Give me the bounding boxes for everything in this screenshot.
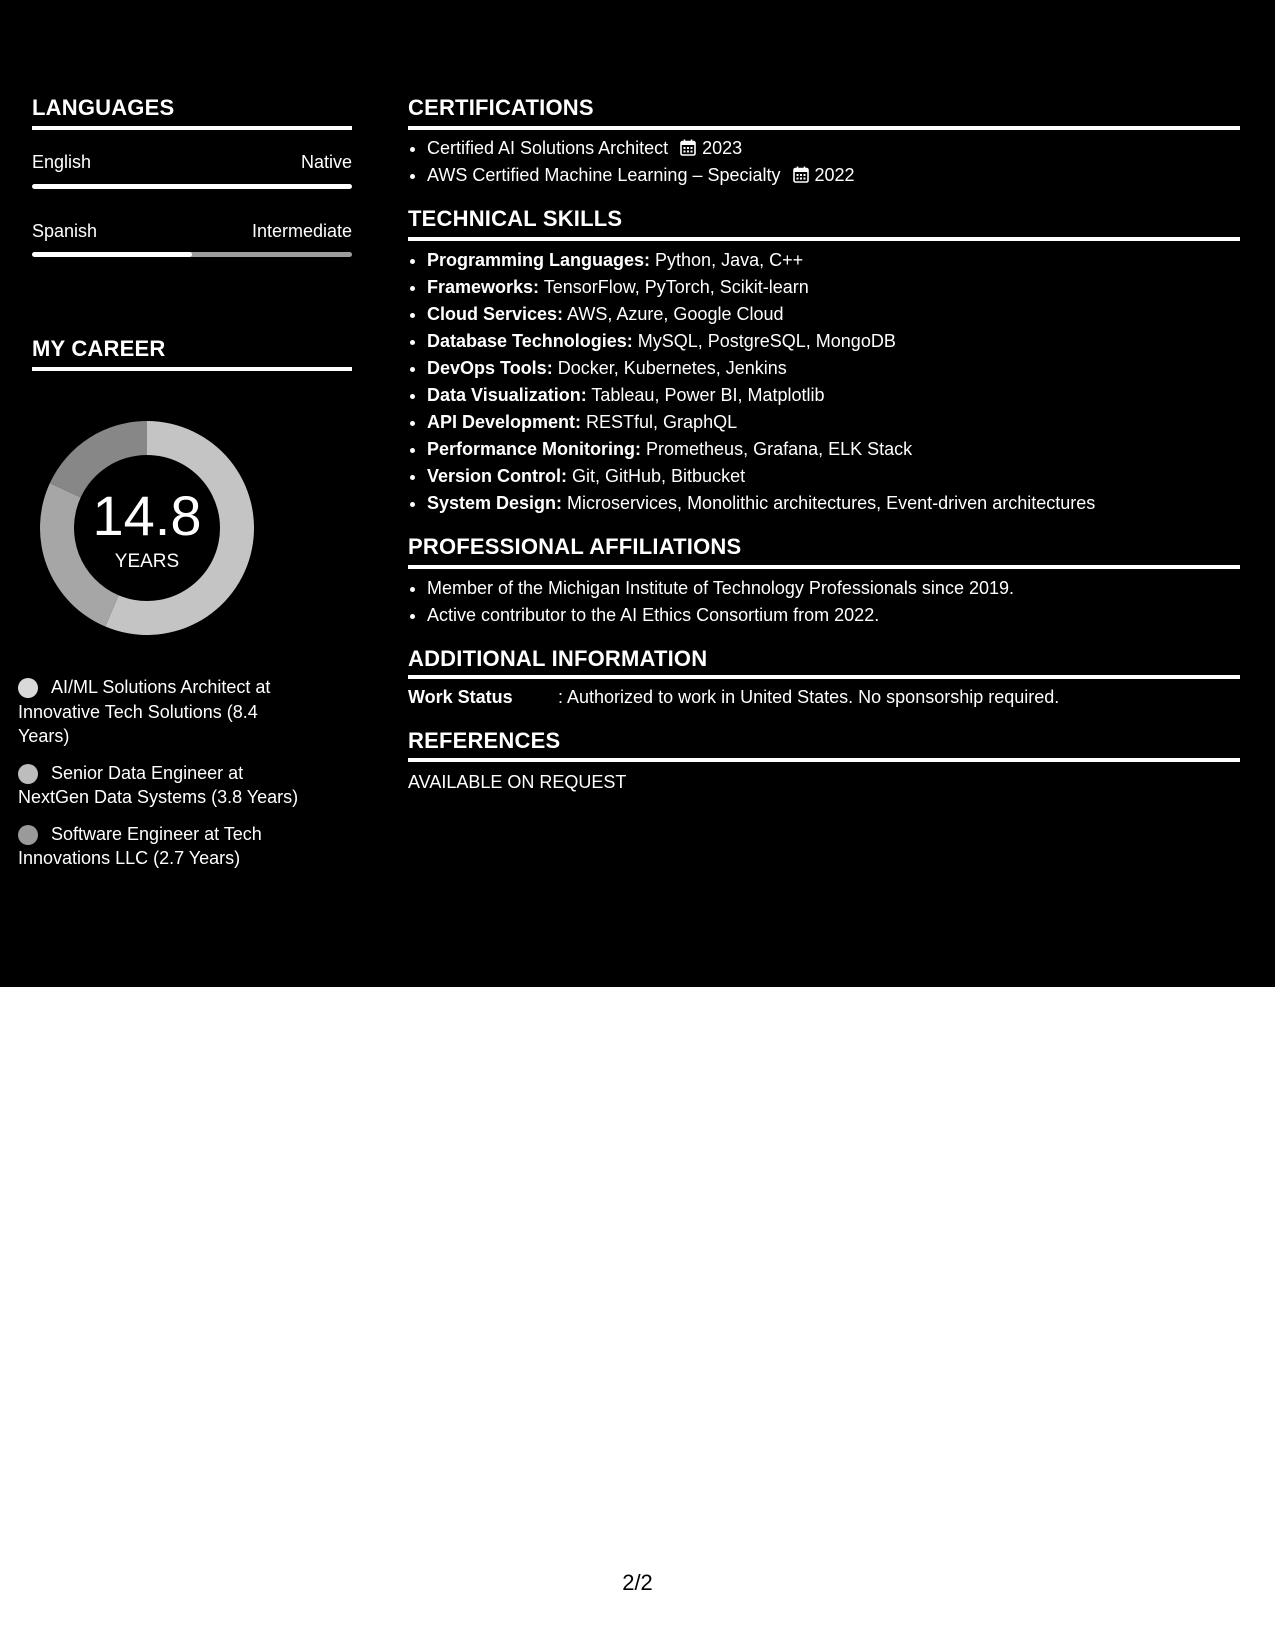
- skill-item: [427, 274, 1095, 301]
- certification-name: AWS Certified Machine Learning – Specialty: [427, 165, 781, 185]
- skill-value: Microservices, Monolithic architectures, Event-driven architectures: [562, 493, 1096, 513]
- skill-label: Programming Languages:: [427, 250, 651, 270]
- career-list: [18, 675, 308, 883]
- certification-item: [427, 135, 855, 162]
- references-text: AVAILABLE ON REQUEST: [408, 772, 627, 792]
- skill-label: Frameworks:: [427, 277, 540, 297]
- affiliations-rule: [408, 565, 1240, 569]
- skill-label: Version Control:: [427, 466, 568, 486]
- skill-item: [427, 436, 1095, 463]
- additional-info-heading: ADDITIONAL INFORMATION: [408, 646, 708, 671]
- technical-skills-list: [408, 247, 1095, 517]
- skill-item: [427, 463, 1095, 490]
- skill-label: Database Technologies:: [427, 331, 633, 351]
- career-donut-chart: [34, 415, 260, 641]
- skill-item: [427, 328, 1095, 355]
- certifications-list: [408, 135, 855, 189]
- calendar-icon: [793, 166, 809, 183]
- affiliation-item: • Active contributor to the AI Ethics Consortium from 2022.: [427, 602, 1014, 629]
- career-dot: [18, 678, 38, 698]
- skill-item: [427, 490, 1095, 517]
- career-item-text: AI/ML Solutions Architect at Innovative Tech Solutions (8.4 Years): [18, 677, 271, 746]
- certifications-heading: CERTIFICATIONS: [408, 95, 594, 120]
- references-rule: [408, 758, 1240, 762]
- additional-info-rule: [408, 675, 1240, 679]
- certification-name: Certified AI Solutions Architect: [427, 138, 669, 158]
- skill-item: [427, 301, 1095, 328]
- certification-item: [427, 162, 855, 189]
- skill-item: [427, 355, 1095, 382]
- references-heading: REFERENCES: [408, 728, 561, 753]
- certification-year: 2022: [814, 165, 855, 185]
- skill-item: [427, 247, 1095, 274]
- skill-item: [427, 409, 1095, 436]
- language-fill-spanish: [32, 252, 192, 257]
- technical-skills-heading: TECHNICAL SKILLS: [408, 206, 623, 231]
- career-item: [18, 761, 308, 810]
- career-total-value: 14.8: [92, 484, 202, 547]
- donut-center: [34, 415, 260, 641]
- career-rule: [32, 367, 352, 371]
- skill-value: Tableau, Power BI, Matplotlib: [586, 385, 825, 405]
- career-total-unit: YEARS: [114, 551, 180, 572]
- language-bar-english: [32, 184, 352, 189]
- affiliations-list: [408, 575, 1014, 629]
- skill-label: API Development:: [427, 412, 582, 432]
- language-fill-english: [32, 184, 352, 189]
- career-dot: [18, 764, 38, 784]
- career-item: [18, 822, 308, 871]
- language-level: Native: [300, 152, 352, 172]
- page-number: 2/2: [622, 1570, 653, 1595]
- career-item: [18, 675, 308, 749]
- languages-rule: [32, 126, 352, 130]
- languages-heading: LANGUAGES: [32, 95, 175, 120]
- skill-label: System Design:: [427, 493, 563, 513]
- skill-label: DevOps Tools:: [427, 358, 553, 378]
- language-bar-spanish: [32, 252, 352, 257]
- calendar-icon: [680, 139, 696, 156]
- skill-value: Prometheus, Grafana, ELK Stack: [641, 439, 913, 459]
- affiliation-item: • Member of the Michigan Institute of Technology Professionals since 2019.: [427, 575, 1014, 602]
- language-level: Intermediate: [251, 221, 352, 241]
- skill-value: Python, Java, C++: [650, 250, 804, 270]
- skill-label: Performance Monitoring:: [427, 439, 642, 459]
- skill-value: MySQL, PostgreSQL, MongoDB: [632, 331, 896, 351]
- language-name: Spanish: [32, 221, 98, 241]
- certifications-rule: [408, 126, 1240, 130]
- skill-label: Data Visualization:: [427, 385, 587, 405]
- career-dot: [18, 825, 38, 845]
- affiliations-heading: PROFESSIONAL AFFILIATIONS: [408, 534, 742, 559]
- skill-value: Docker, Kubernetes, Jenkins: [552, 358, 787, 378]
- skill-value: Git, GitHub, Bitbucket: [567, 466, 746, 486]
- language-name: English: [32, 152, 92, 172]
- career-heading: MY CAREER: [32, 336, 166, 361]
- skill-value: AWS, Azure, Google Cloud: [563, 304, 784, 324]
- technical-skills-rule: [408, 237, 1240, 241]
- career-item-text: Senior Data Engineer at NextGen Data Systems (3.8 Years): [18, 762, 299, 807]
- skill-value: RESTful, GraphQL: [581, 412, 738, 432]
- skill-item: [427, 382, 1095, 409]
- certification-year: 2023: [702, 138, 743, 158]
- skill-value: TensorFlow, PyTorch, Scikit-learn: [539, 277, 809, 297]
- work-status-value: : Authorized to work in United States. No sponsorship required.: [558, 687, 1060, 707]
- work-status-label: Work Status: [408, 687, 513, 707]
- career-item-text: Software Engineer at Tech Innovations LLC (2.7 Years): [18, 823, 262, 868]
- skill-label: Cloud Services:: [427, 304, 564, 324]
